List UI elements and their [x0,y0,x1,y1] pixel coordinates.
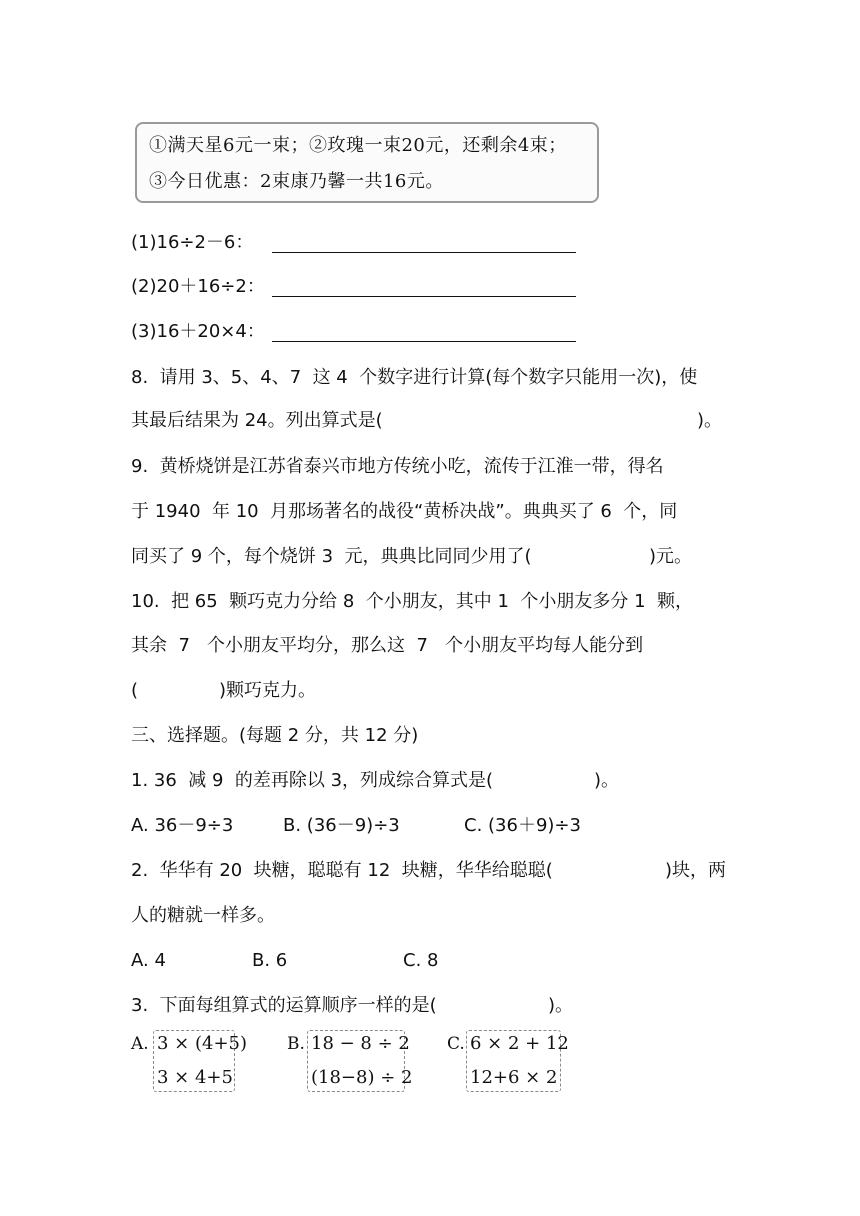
mc1-option-b[interactable]: B. (36－9)÷3 [283,815,400,836]
mc3-question: 3. 下面每组算式的运算顺序一样的是( [131,995,437,1016]
mc2-line-1-end: )块，两 [665,860,727,881]
q8-line-2: 其最后结果为 24。列出算式是( [131,410,383,431]
mc2-option-c[interactable]: C. 8 [403,950,439,971]
answer-blank-3[interactable] [272,341,576,342]
answer-blank-1[interactable] [272,252,576,253]
mc1-question-end: )。 [594,770,620,791]
q8-line-2-end: )。 [697,410,723,431]
mc2-line-2: 人的糖就一样多。 [131,905,275,926]
section-3-title: 三、选择题。(每题 2 分，共 12 分) [131,725,419,746]
mc1-question: 1. 36 减 9 的差再除以 3，列成综合算式是( [131,770,494,791]
q9-line-3-end: )元。 [649,546,693,567]
q9-line-2: 于 1940 年 10 月那场著名的战役“黄桥决战”。典典买了 6 个，同 [131,501,678,522]
mc3-option-c-label[interactable]: C. [447,1034,465,1054]
sub-question-1: (1)16÷2－6： [131,232,254,253]
info-box [135,122,599,203]
mc3-option-b-expr-2: (18−8) ÷ 2 [311,1067,413,1088]
mc3-option-b-expr-1: 18 − 8 ÷ 2 [311,1033,410,1054]
mc1-option-c[interactable]: C. (36＋9)÷3 [464,815,581,836]
q10-line-3-end: )颗巧克力。 [219,680,317,701]
mc3-option-c-expr-2: 12+6 × 2 [470,1067,558,1088]
mc3-option-b-label[interactable]: B. [287,1034,305,1054]
mc3-option-a-expr-1: 3 × (4+5) [157,1033,248,1054]
q10-line-1: 10. 把 65 颗巧克力分给 8 个小朋友，其中 1 个小朋友多分 1 颗， [131,591,693,612]
mc3-option-a-label[interactable]: A. [131,1034,149,1054]
mc1-option-a[interactable]: A. 36－9÷3 [131,815,234,836]
q9-line-3: 同买了 9 个，每个烧饼 3 元，典典比同同少用了( [131,546,532,567]
mc3-option-a-expr-2: 3 × 4+5 [157,1067,233,1088]
answer-blank-2[interactable] [272,296,576,297]
mc2-option-a[interactable]: A. 4 [131,950,166,971]
q10-line-3-start: ( [131,680,139,701]
sub-question-2: (2)20＋16÷2： [131,276,265,297]
mc3-question-end: )。 [548,995,574,1016]
q8-line-1: 8. 请用 3、5、4、7 这 4 个数字进行计算(每个数字只能用一次)，使 [131,367,698,388]
info-line-1: ①满天星6元一束；②玫瑰一束20元，还剩余4束； [149,135,567,156]
q10-line-2: 其余 7 个小朋友平均分，那么这 7 个小朋友平均每人能分到 [131,635,644,656]
sub-question-3: (3)16＋20×4： [131,321,265,342]
q9-line-1: 9. 黄桥烧饼是江苏省泰兴市地方传统小吃，流传于江淮一带，得名 [131,456,664,477]
info-line-2: ③今日优惠：2束康乃馨一共16元。 [149,171,444,192]
mc3-option-c-expr-1: 6 × 2 + 12 [470,1033,569,1054]
mc2-option-b[interactable]: B. 6 [252,950,288,971]
mc2-line-1: 2. 华华有 20 块糖，聪聪有 12 块糖，华华给聪聪( [131,860,553,881]
